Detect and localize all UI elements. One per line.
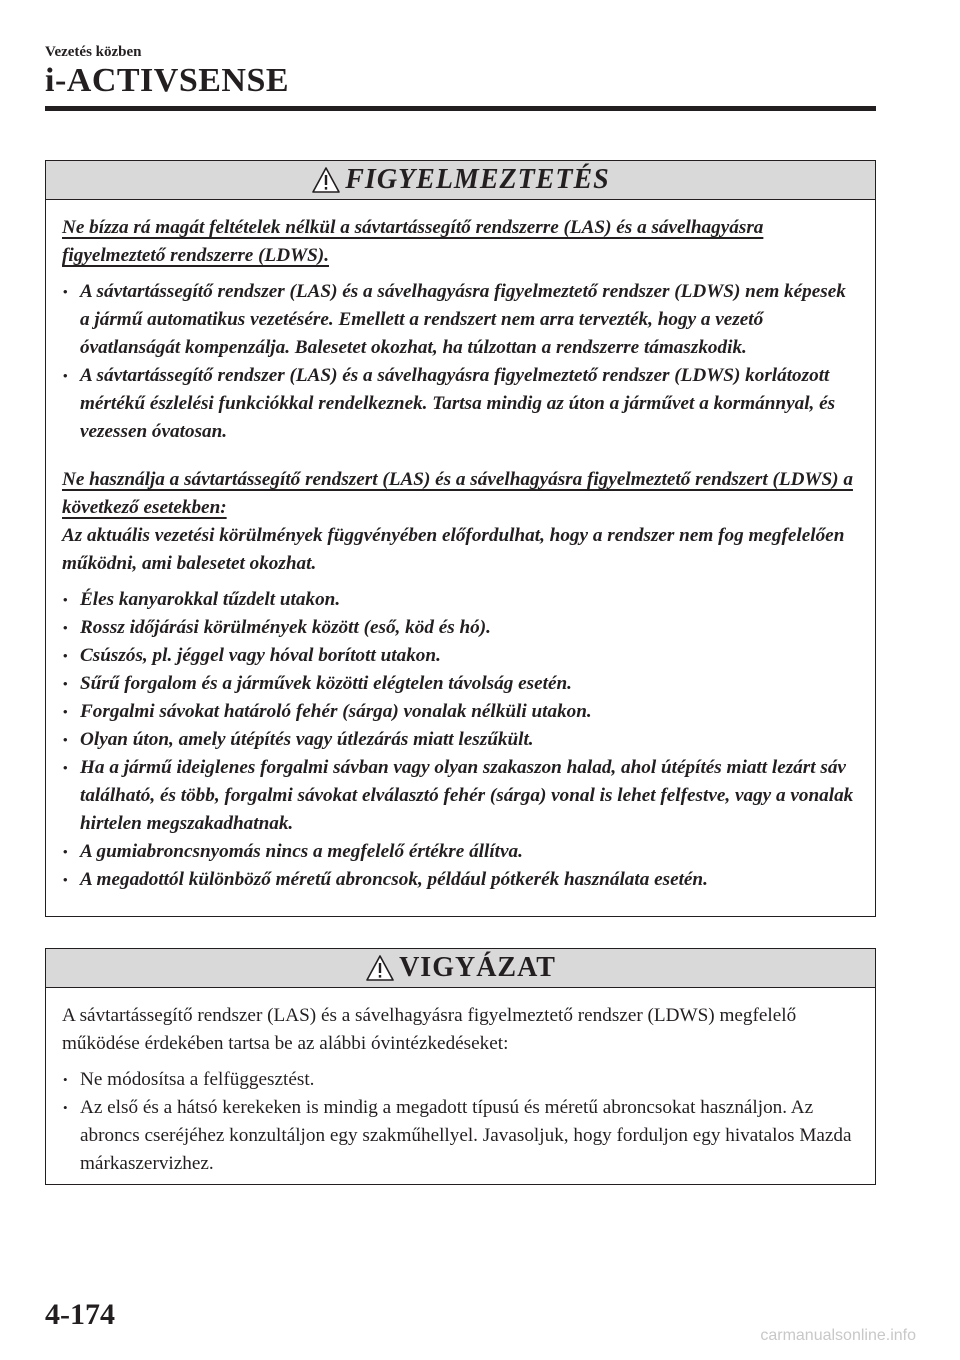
warning-list-1 (62, 278, 859, 446)
section-label: Vezetés közben (45, 44, 142, 60)
warning-list-2 (62, 586, 859, 894)
warning-header (46, 161, 875, 200)
caution-body (46, 988, 875, 1178)
caution-header (46, 949, 875, 988)
list-item: • A gumiabroncsnyomás nincs a megfelelő értékre állítva. (62, 838, 859, 866)
warning-lead-1: Ne bízza rá magát feltételek nélkül a sávtartássegítő rendszerre (LAS) és a sávelhagyásra figyelmeztető rendszerre (LDWS). (62, 217, 764, 266)
warning-text-2: Az aktuális vezetési körülmények függvényében előfordulhat, hogy a rendszer nem fog megfelelően működni, ami balesetet okozhat. (62, 525, 845, 574)
list-item: • Rossz időjárási körülmények között (eső, köd és hó). (62, 614, 859, 642)
list-item: • Sűrű forgalom és a járművek közötti elégtelen távolság esetén. (62, 670, 859, 698)
caution-heading: VIGYÁZAT (399, 952, 556, 983)
watermark: carmanualsonline.info (760, 1327, 916, 1344)
list-item: • A sávtartássegítő rendszer (LAS) és a sávelhagyásra figyelmeztető rendszer (LDWS) nem képesek a jármű automatikus vezetésére. Emellett a rendszert nem arra tervezték, hogy a vezető óvatlanságát kompenzálja. Balesetet okozhat, ha túlzottan a rendszerre támaszkodik. (62, 278, 859, 362)
warning-heading: FIGYELMEZTETÉS (345, 164, 610, 195)
list-item: • Csúszós, pl. jéggel vagy hóval borított utakon. (62, 642, 859, 670)
list-item: • A sávtartássegítő rendszer (LAS) és a sávelhagyásra figyelmeztető rendszer (LDWS) korlátozott mértékű észlelési funkciókkal rendelkeznek. Tartsa mindig az úton a járművet a kormánnyal, és vezessen óvatosan. (62, 362, 859, 446)
list-item: • Forgalmi sávokat határoló fehér (sárga) vonalak nélküli utakon. (62, 698, 859, 726)
list-item: • Ha a jármű ideiglenes forgalmi sávban vagy olyan szakaszon halad, ahol útépítés miatt lezárt sáv található, és több, forgalmi sávokat elválasztó fehér (sárga) vonal is lehet felfestve, vagy a vonalak hirtelen megszakadhatnak. (62, 754, 859, 838)
page-header (45, 42, 876, 111)
page-title: i-ACTIVSENSE (45, 62, 290, 99)
caution-box (45, 948, 876, 1185)
list-item: • A megadottól különböző méretű abroncsok, például pótkerék használata esetén. (62, 866, 859, 894)
warning-triangle-icon (311, 166, 341, 194)
warning-lead-2: Ne használja a sávtartássegítő rendszert (LAS) és a sávelhagyásra figyelmeztető rendszert (LDWS) a következő esetekben: (62, 469, 853, 518)
list-item: • Ne módosítsa a felfüggesztést. (62, 1066, 859, 1094)
caution-list (62, 1066, 859, 1178)
caution-text: A sávtartássegítő rendszer (LAS) és a sávelhagyásra figyelmeztető rendszer (LDWS) megfelelő működése érdekében tartsa be az alábbi óvintézkedéseket: (62, 1005, 797, 1054)
warning-triangle-icon (365, 954, 395, 982)
warning-box (45, 160, 876, 917)
warning-body (46, 200, 875, 894)
page-number: 4-174 (45, 1298, 115, 1331)
list-item: • Az első és a hátsó kerekeken is mindig a megadott típusú és méretű abroncsokat használjon. Az abroncs cseréjéhez konzultáljon egy szakműhellyel. Javasoljuk, hogy forduljon egy hivatalos Mazda márkaszervizhez. (62, 1094, 859, 1178)
list-item: • Éles kanyarokkal tűzdelt utakon. (62, 586, 859, 614)
header-rule (45, 106, 876, 111)
list-item: • Olyan úton, amely útépítés vagy útlezárás miatt leszűkült. (62, 726, 859, 754)
